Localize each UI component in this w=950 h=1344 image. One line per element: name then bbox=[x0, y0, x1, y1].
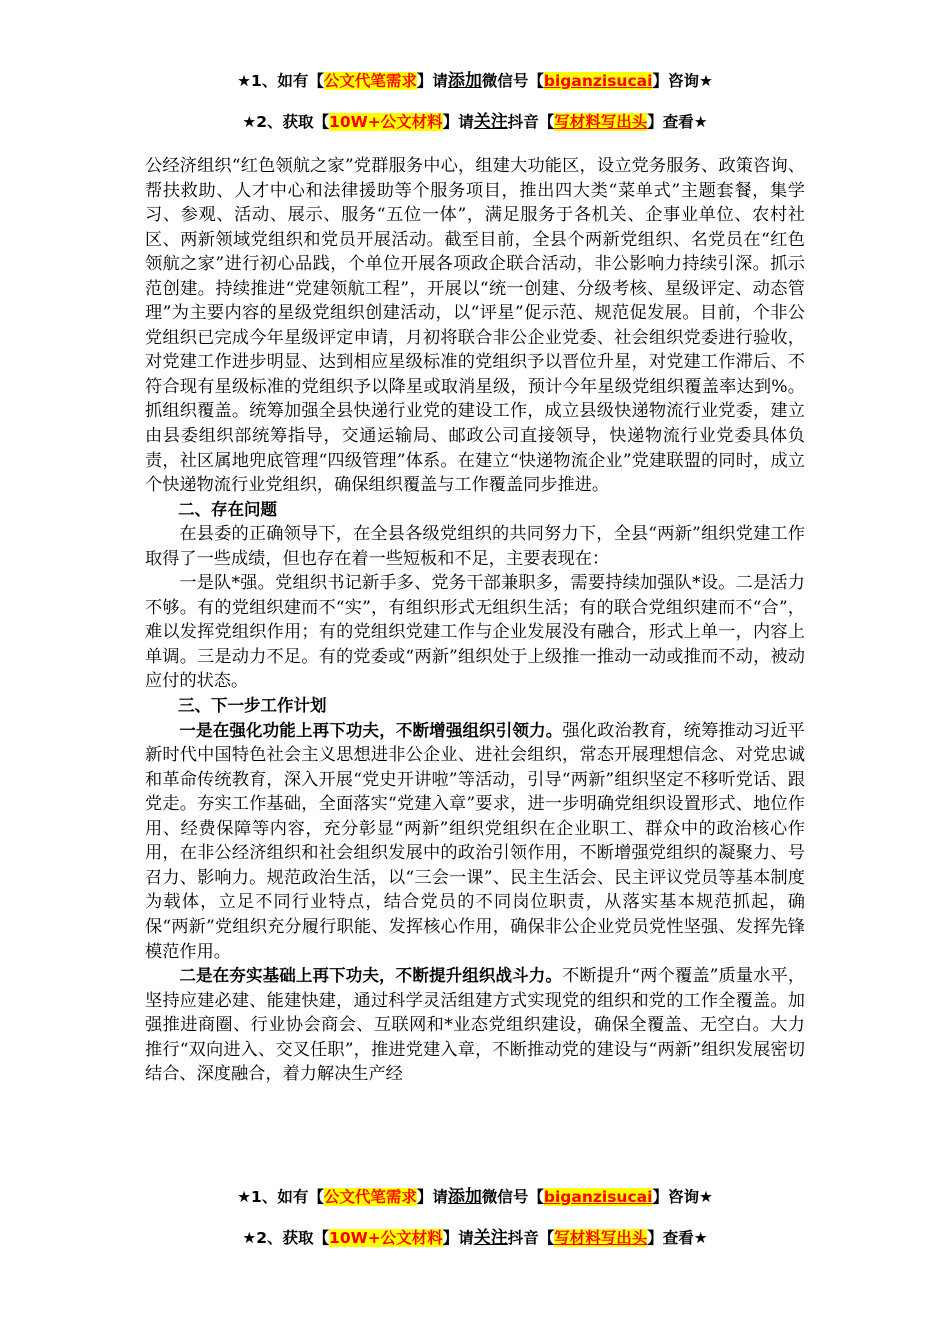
paragraph-text: 不断提升“两个覆盖”质量水平，坚持应建必建、能建快建，通过科学灵活组建方式实现党的组织和党的工作全覆盖。加强推进商圈、行业协会商会、互联网和*业态党组织建设，确保全覆盖、无空白。大力推行“双向进入、交叉任职”，推进党建入章，不断推动党的建设与“两新”组织发展密切结合、深度融合，着力解决生产经 bbox=[145, 966, 806, 1085]
banner-underline: 添加 bbox=[447, 1187, 482, 1207]
top-banner-line-1 bbox=[0, 70, 950, 92]
banner-underline: 关注 bbox=[473, 1228, 508, 1248]
banner-text: 】咨询★ bbox=[652, 1188, 713, 1206]
banner-text: 】咨询★ bbox=[652, 72, 713, 90]
banner-text: 】请 bbox=[442, 113, 474, 131]
wechat-id-link[interactable]: biganzisucai bbox=[543, 72, 653, 90]
banner-text: 】请 bbox=[416, 1188, 448, 1206]
paragraph: 在县委的正确领导下，在全县各级党组织的共同努力下，全县“两新”组织党建工作取得了一些成绩，但也存在着一些短板和不足，主要表现在： bbox=[145, 524, 805, 569]
paragraph-lead: 一是在强化功能上再下功夫，不断增强组织引领力。 bbox=[179, 720, 563, 740]
bottom-banner-line-2 bbox=[0, 1227, 950, 1249]
paragraph bbox=[145, 719, 805, 964]
banner-highlight: 10W+公文材料 bbox=[329, 113, 443, 131]
top-banner-line-2 bbox=[0, 111, 950, 133]
banner-highlight: 公文代笔需求 bbox=[323, 72, 417, 90]
banner-text: 抖音【 bbox=[507, 1229, 555, 1247]
banner-text: ★1、如有【 bbox=[237, 72, 324, 90]
banner-text: ★2、获取【 bbox=[242, 113, 330, 131]
banner-text: 】查看★ bbox=[647, 113, 708, 131]
banner-text: 】查看★ bbox=[647, 1229, 708, 1247]
bottom-banner-line-1 bbox=[0, 1186, 950, 1208]
paragraph: 一是队*强。党组织书记新手多、党务干部兼职多，需要持续加强队*设。二是活力不够。有的党组织建而不“实”，有组织形式无组织生活；有的联合党组织建而不“合”，难以发挥党组织作用；有的党组织党建工作与企业发展没有融合，形式上单一，内容上单调。三是动力不足。有的党委或“两新”组织处于上级推一推动一动或推而不动，被动应付的状态。 bbox=[145, 573, 805, 692]
banner-underline: 添加 bbox=[447, 71, 482, 91]
banner-highlight: 10W+公文材料 bbox=[329, 1229, 443, 1247]
paragraph-text: 强化政治教育，统筹推动习近平新时代中国特色社会主义思想进非公企业、进社会组织，常态开展理想信念、对党忠诚和革命传统教育，深入开展“党史开讲啦”等活动，引导“两新”组织坚定不移听党话、跟党走。夯实工作基础，全面落实“党建入章”要求，进一步明确党组织设置形式、地位作用、经费保障等内容，充分彰显“两新”组织党组织在企业职工、群众中的政治核心作用，在非公经济组织和社会组织发展中的政治引领作用，不断增强党组织的凝聚力、号召力、影响力。规范政治生活，以“三会一课”、民主生活会、民主评议党员等基本制度为载体，立足不同行业特点，结合党员的不同岗位职责，从落实基本规范抓起，确保“两新”党组织充分履行职能、发挥核心作用，确保非公企业党员党性坚强、发挥先锋模范作用。 bbox=[145, 720, 805, 962]
paragraph bbox=[145, 964, 805, 1087]
banner-highlight: 公文代笔需求 bbox=[323, 1188, 417, 1206]
section-heading: 三、下一步工作计划 bbox=[178, 696, 327, 716]
document-body bbox=[145, 154, 805, 1087]
paragraph-lead: 二是在夯实基础上再下功夫，不断提升组织战斗力。 bbox=[179, 966, 563, 986]
banner-text: 微信号【 bbox=[481, 72, 544, 90]
paragraph: 公经济组织“红色领航之家”党群服务中心，组建大功能区，设立党务服务、政策咨询、帮扶救助、人才中心和法律援助等个服务项目，推出四大类“菜单式”主题套餐，集学习、参观、活动、展示、服务“五位一体”，满足服务于各机关、企事业单位、农村社区、两新领域党组织和党员开展活动。截至目前，全县个两新党组织、名党员在“红色领航之家”进行初心品践，个单位开展各项政企联合活动，非公影响力持续引深。抓示范创建。持续推进“党建领航工程”，开展以“统一创建、分级考核、星级评定、动态管理”为主要内容的星级党组织创建活动，以“评星”促示范、规范促发展。目前，个非公党组织已完成今年星级评定申请，月初将联合非公企业党委、社会组织党委进行验收，对党建工作进步明显、达到相应星级标准的党组织予以晋位升星，对党建工作滞后、不符合现有星级标准的党组织予以降星或取消星级，预计今年星级党组织覆盖率达到%。抓组织覆盖。统筹加强全县快递行业党的建设工作，成立县级快递物流行业党委，建立由县委组织部统筹指导，交通运输局、邮政公司直接领导，快递物流行业党委具体负责，社区属地兜底管理“四级管理”体系。在建立“快递物流企业”党建联盟的同时，成立个快递物流行业党组织，确保组织覆盖与工作覆盖同步推进。 bbox=[145, 156, 805, 496]
banner-text: 】请 bbox=[442, 1229, 474, 1247]
banner-text: 抖音【 bbox=[507, 113, 555, 131]
douyin-account-link[interactable]: 写材料写出头 bbox=[554, 1229, 648, 1247]
section-heading: 二、存在问题 bbox=[178, 499, 277, 519]
douyin-account-link[interactable]: 写材料写出头 bbox=[554, 113, 648, 131]
banner-text: 】请 bbox=[416, 72, 448, 90]
banner-text: 微信号【 bbox=[481, 1188, 544, 1206]
wechat-id-link[interactable]: biganzisucai bbox=[543, 1188, 653, 1206]
banner-underline: 关注 bbox=[473, 112, 508, 132]
banner-text: ★1、如有【 bbox=[237, 1188, 324, 1206]
banner-text: ★2、获取【 bbox=[242, 1229, 330, 1247]
